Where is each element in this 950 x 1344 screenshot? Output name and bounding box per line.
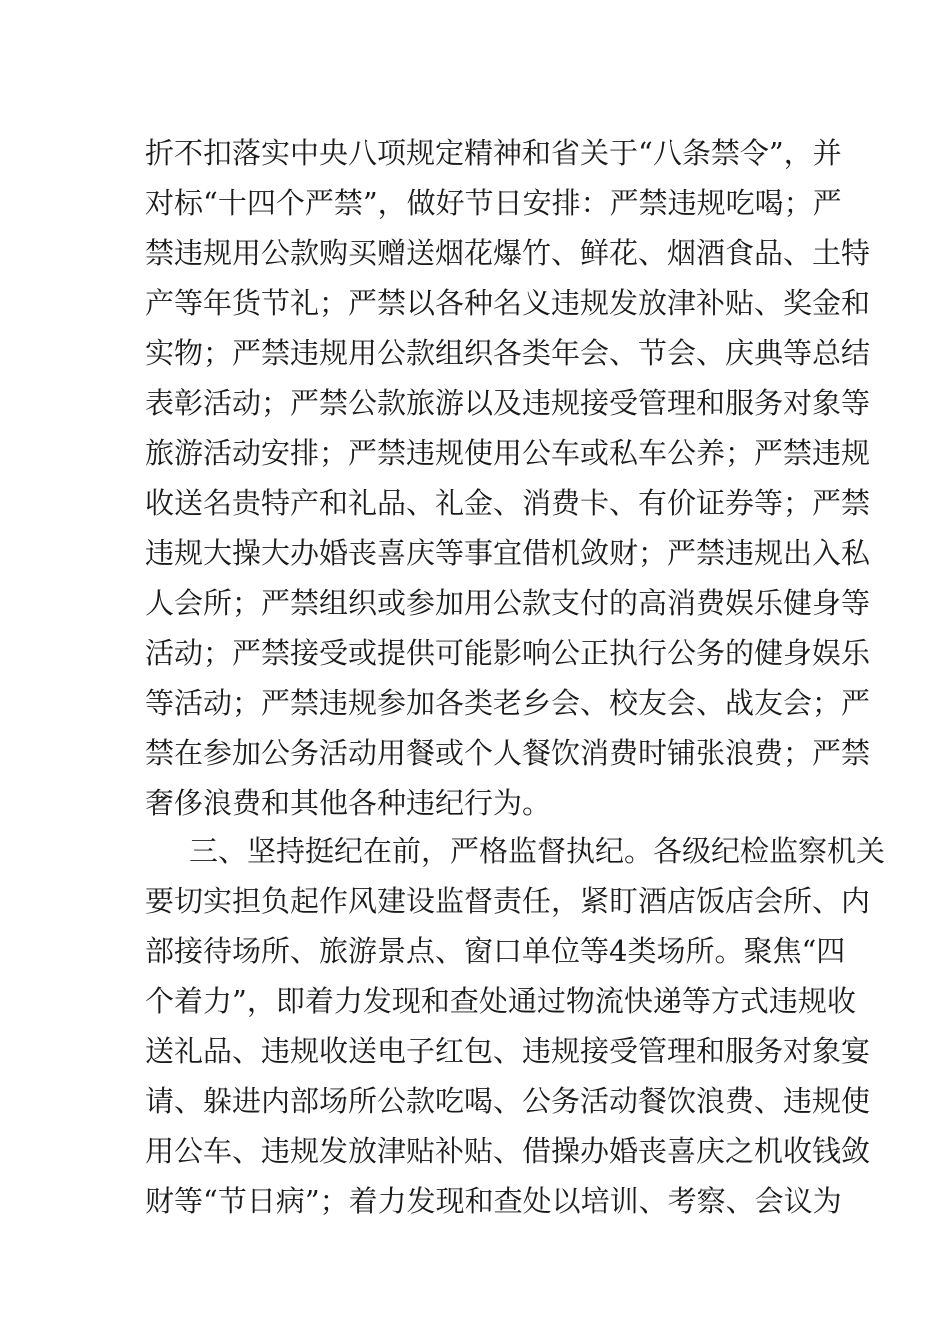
text-line: 禁在参加公务活动用餐或个人餐饮消费时铺张浪费；严禁 [145,736,871,770]
text-line: 折不扣落实中央八项规定精神和省关于“八条禁令”，并 [145,136,842,170]
text-line: 部接待场所、旅游景点、窗口单位等4类场所。聚焦“四 [145,934,846,968]
text-line: 表彰活动；严禁公款旅游以及违规接受管理和服务对象等 [145,386,871,420]
text-line: 请、躲进内部场所公款吃喝、公务活动餐饮浪费、违规使 [145,1084,871,1118]
text-line: 用公车、违规发放津贴补贴、借操办婚丧喜庆之机收钱敛 [145,1134,871,1168]
text-line: 旅游活动安排；严禁违规使用公车或私车公养；严禁违规 [145,436,871,470]
text-line: 等活动；严禁违规参加各类老乡会、校友会、战友会；严 [145,686,871,720]
text-line: 人会所；严禁组织或参加用公款支付的高消费娱乐健身等 [145,586,871,620]
text-line: 禁违规用公款购买赠送烟花爆竹、鲜花、烟酒食品、土特 [145,236,871,270]
text-line: 送礼品、违规收送电子红包、违规接受管理和服务对象宴 [145,1034,871,1068]
text-line: 收送名贵特产和礼品、礼金、消费卡、有价证券等；严禁 [145,486,871,520]
paragraph-prohibitions [145,128,871,828]
text-line: 奢侈浪费和其他各种违纪行为。 [145,786,552,820]
paragraph-section-three [145,826,886,1226]
text-line: 违规大操大办婚丧喜庆等事宜借机敛财；严禁违规出入私 [145,536,871,570]
text-line: 活动；严禁接受或提供可能影响公正执行公务的健身娱乐 [145,636,871,670]
text-line: 要切实担负起作风建设监督责任，紧盯酒店饭店会所、内 [145,884,871,918]
text-line: 实物；严禁违规用公款组织各类年会、节会、庆典等总结 [145,336,871,370]
text-line: 三、坚持挺纪在前，严格监督执纪。各级纪检监察机关 [189,834,886,868]
text-line: 对标“十四个严禁”，做好节日安排：严禁违规吃喝；严 [145,186,842,220]
text-line: 产等年货节礼；严禁以各种名义违规发放津补贴、奖金和 [145,286,871,320]
text-line: 个着力”，即着力发现和查处通过物流快递等方式违规收 [145,984,856,1018]
text-line: 财等“节日病”；着力发现和查处以培训、考察、会议为 [145,1184,842,1218]
